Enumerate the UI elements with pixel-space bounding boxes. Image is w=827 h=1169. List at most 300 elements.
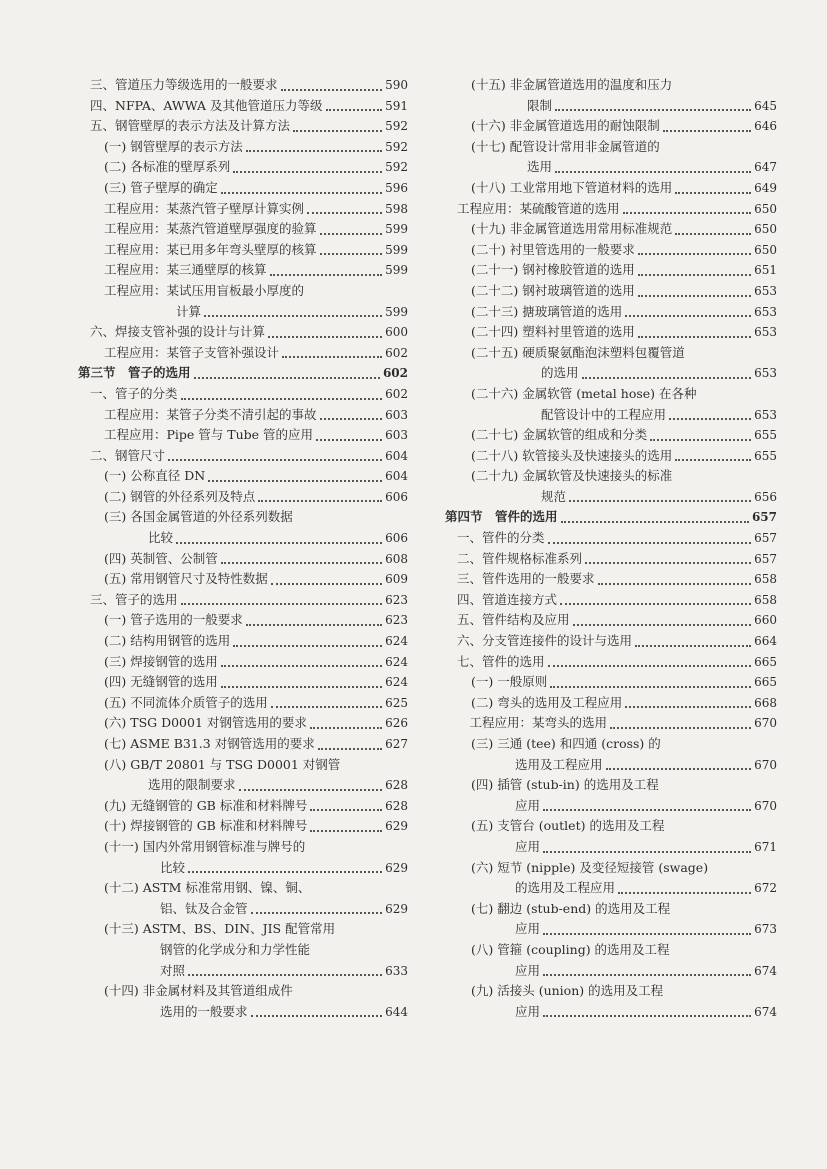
toc-entry-row bbox=[104, 713, 408, 734]
dot-leader bbox=[221, 562, 382, 564]
dot-leader bbox=[293, 130, 382, 132]
dot-leader bbox=[168, 459, 382, 461]
toc-page-number: 627 bbox=[385, 737, 408, 751]
toc-entry-title: (二十三) 搪玻璃管道的选用 bbox=[471, 303, 623, 319]
toc-entry[interactable] bbox=[445, 260, 777, 281]
toc-page-number: 602 bbox=[382, 366, 408, 381]
dot-leader bbox=[251, 1015, 383, 1017]
toc-entry-title-continuation: 选用 bbox=[527, 159, 553, 175]
dot-leader bbox=[669, 418, 751, 420]
toc-entry-row bbox=[104, 775, 408, 796]
toc-entry[interactable] bbox=[78, 281, 408, 322]
toc-page-number: 645 bbox=[754, 98, 777, 113]
toc-page-number: 655 bbox=[754, 428, 777, 443]
toc-entry[interactable] bbox=[445, 446, 777, 467]
toc-page-number: 625 bbox=[385, 695, 408, 710]
toc-entry-row bbox=[471, 796, 777, 817]
toc-entry[interactable] bbox=[78, 75, 408, 96]
toc-entry-title: 三、管道压力等级选用的一般要求 bbox=[90, 77, 278, 92]
toc-entry-row bbox=[471, 961, 777, 982]
toc-entry-title: (二十五) 硬质聚氨酯泡沫塑料包覆管道 bbox=[471, 344, 685, 360]
toc-entry-row bbox=[104, 796, 408, 817]
toc-entry-row bbox=[471, 425, 777, 446]
toc-entry-title-continuation: 应用 bbox=[515, 921, 541, 937]
toc-entry-title-continuation: 选用的一般要求 bbox=[160, 1003, 248, 1019]
dot-leader bbox=[271, 706, 382, 708]
toc-entry[interactable] bbox=[78, 837, 408, 878]
toc-entry-row bbox=[457, 610, 777, 631]
toc-entry-row bbox=[90, 322, 408, 343]
toc-entry-row bbox=[104, 219, 408, 240]
toc-page-number: 653 bbox=[754, 325, 777, 340]
toc-page-number: 629 bbox=[385, 901, 408, 916]
toc-entry[interactable] bbox=[445, 549, 777, 570]
toc-entry-row bbox=[104, 487, 408, 508]
toc-entry-title: (十五) 非金属管道选用的温度和压力 bbox=[471, 77, 673, 92]
toc-page-number: 623 bbox=[385, 613, 408, 628]
toc-page-number: 644 bbox=[385, 1004, 408, 1019]
toc-page-number: 672 bbox=[754, 881, 777, 896]
toc-page-number: 599 bbox=[385, 304, 408, 319]
toc-entry-title: 工程应用：某蒸汽管道壁厚强度的验算 bbox=[104, 221, 317, 237]
toc-entry[interactable] bbox=[78, 199, 408, 220]
toc-entry-row bbox=[471, 919, 777, 940]
toc-entry[interactable] bbox=[445, 528, 777, 549]
toc-entry[interactable] bbox=[445, 75, 777, 116]
toc-entry[interactable] bbox=[78, 878, 408, 919]
toc-entry[interactable] bbox=[445, 693, 777, 714]
toc-entry-row bbox=[471, 96, 777, 117]
toc-entry[interactable] bbox=[445, 858, 777, 899]
toc-entry[interactable] bbox=[445, 425, 777, 446]
toc-entry-row bbox=[471, 157, 777, 178]
toc-entry-row bbox=[90, 116, 408, 137]
toc-entry-title: (三) 各国金属管道的外径系列数据 bbox=[104, 509, 293, 525]
dot-leader bbox=[675, 233, 751, 235]
toc-entry-row bbox=[445, 507, 777, 528]
toc-entry-title: 工程应用：某硫酸管道的选用 bbox=[457, 200, 620, 216]
dot-leader bbox=[598, 583, 752, 585]
toc-entry-title: 五、钢管壁厚的表示方法及计算方法 bbox=[90, 118, 291, 134]
toc-entry-title-continuation: 比较 bbox=[148, 530, 174, 546]
toc-page-number: 664 bbox=[754, 634, 777, 649]
toc-entry[interactable] bbox=[445, 322, 777, 343]
toc-entry[interactable] bbox=[78, 610, 408, 631]
dot-leader bbox=[638, 253, 751, 255]
toc-entry[interactable] bbox=[78, 343, 408, 364]
toc-page-number: 592 bbox=[385, 160, 408, 175]
toc-entry-title: 一、管子的分类 bbox=[90, 385, 178, 401]
toc-page-number: 626 bbox=[385, 716, 408, 731]
dot-leader bbox=[318, 748, 382, 750]
toc-entry-row bbox=[471, 302, 777, 323]
toc-entry-title: 三、管件选用的一般要求 bbox=[457, 571, 595, 587]
toc-entry-title: 工程应用：某管子支管补强设计 bbox=[104, 344, 280, 360]
toc-entry-title: 一、管件的分类 bbox=[457, 530, 545, 546]
dot-leader bbox=[625, 315, 751, 317]
toc-entry[interactable] bbox=[78, 796, 408, 817]
toc-entry-row bbox=[471, 116, 777, 137]
toc-entry-title: (二十八) 软管接头及快速接头的选用 bbox=[471, 447, 673, 463]
dot-leader bbox=[208, 480, 382, 482]
toc-entry-row bbox=[457, 631, 777, 652]
toc-entry[interactable] bbox=[445, 384, 777, 425]
toc-entry-title: 四、NFPA、AWWA 及其他管道压力等级 bbox=[90, 97, 323, 113]
toc-entry-row bbox=[104, 610, 408, 631]
toc-entry-title-continuation: 比较 bbox=[160, 859, 186, 875]
toc-entry[interactable] bbox=[445, 178, 777, 199]
toc-entry[interactable] bbox=[78, 693, 408, 714]
toc-entry-row bbox=[471, 363, 777, 384]
toc-page-number: 653 bbox=[754, 283, 777, 298]
toc-entry-title: (九) 无缝钢管的 GB 标准和材料牌号 bbox=[104, 797, 308, 813]
dot-leader bbox=[625, 706, 751, 708]
toc-entry-title: (十九) 非金属管道选用常用标准规范 bbox=[471, 221, 673, 237]
toc-entry[interactable] bbox=[78, 425, 408, 446]
dot-leader bbox=[316, 439, 382, 441]
dot-leader bbox=[320, 418, 383, 420]
toc-page-number: 624 bbox=[385, 675, 408, 690]
toc-entry-row bbox=[457, 713, 777, 734]
toc-entry[interactable] bbox=[445, 652, 777, 673]
toc-entry-title-continuation: 选用的限制要求 bbox=[148, 777, 236, 793]
toc-entry-row bbox=[471, 260, 777, 281]
toc-entry[interactable] bbox=[78, 816, 408, 837]
dot-leader bbox=[176, 542, 382, 544]
dot-leader bbox=[663, 130, 751, 132]
dot-leader bbox=[569, 500, 751, 502]
toc-page-number: 624 bbox=[385, 654, 408, 669]
toc-entry-row bbox=[457, 528, 777, 549]
toc-entry-title: (三) 三通 (tee) 和四通 (cross) 的 bbox=[471, 736, 661, 751]
toc-entry-title: (十六) 非金属管道选用的耐蚀限制 bbox=[471, 118, 660, 134]
toc-entry-row bbox=[104, 899, 408, 920]
toc-entry-row bbox=[90, 384, 408, 405]
dot-leader bbox=[543, 933, 751, 935]
toc-entry-row bbox=[457, 652, 777, 673]
toc-entry[interactable] bbox=[445, 940, 777, 981]
toc-entry-title: (二) 弯头的选用及工程应用 bbox=[471, 694, 623, 710]
dot-leader bbox=[270, 274, 383, 276]
toc-entry[interactable] bbox=[445, 302, 777, 323]
toc-entry[interactable] bbox=[78, 981, 408, 1022]
toc-entry[interactable] bbox=[78, 713, 408, 734]
dot-leader bbox=[638, 274, 751, 276]
toc-entry[interactable] bbox=[78, 631, 408, 652]
toc-entry-title-continuation: 的选用 bbox=[541, 365, 579, 381]
toc-entry[interactable] bbox=[78, 137, 408, 158]
toc-page-number: 629 bbox=[385, 860, 408, 875]
toc-entry-title: 工程应用：某已用多年弯头壁厚的核算 bbox=[104, 241, 317, 257]
dot-leader bbox=[251, 912, 383, 914]
dot-leader bbox=[675, 192, 751, 194]
toc-entry-title-continuation: 的选用及工程应用 bbox=[515, 880, 616, 896]
toc-entry[interactable] bbox=[445, 281, 777, 302]
toc-entry[interactable] bbox=[78, 507, 408, 548]
toc-entry-row bbox=[471, 322, 777, 343]
toc-entry-title: 三、管子的选用 bbox=[90, 591, 178, 607]
toc-entry-row bbox=[104, 816, 408, 837]
toc-entry[interactable] bbox=[78, 919, 408, 981]
toc-entry-row bbox=[90, 96, 408, 117]
toc-entry-row bbox=[471, 487, 777, 508]
dot-leader bbox=[548, 542, 752, 544]
toc-section-heading[interactable] bbox=[445, 507, 777, 528]
toc-entry-row bbox=[471, 446, 777, 467]
toc-page-number: 670 bbox=[754, 798, 777, 813]
toc-entry-title: (二十四) 塑料衬里管道的选用 bbox=[471, 324, 635, 340]
toc-entry[interactable] bbox=[78, 219, 408, 240]
toc-entry[interactable] bbox=[445, 199, 777, 220]
dot-leader bbox=[204, 315, 382, 317]
toc-page-number: 665 bbox=[754, 675, 777, 690]
toc-entry-title: (三) 管子壁厚的确定 bbox=[104, 179, 218, 195]
toc-entry[interactable] bbox=[78, 96, 408, 117]
toc-entry-title: (十七) 配管设计常用非金属管道的 bbox=[471, 138, 660, 154]
toc-entry-title: (四) 无缝钢管的选用 bbox=[104, 674, 218, 690]
toc-page-number: 646 bbox=[754, 119, 777, 134]
toc-entry-row bbox=[90, 446, 408, 467]
toc-entry[interactable] bbox=[445, 899, 777, 940]
toc-entry[interactable] bbox=[445, 219, 777, 240]
toc-entry[interactable] bbox=[445, 137, 777, 178]
dot-leader bbox=[638, 295, 751, 297]
toc-page-number: 653 bbox=[754, 304, 777, 319]
toc-page-number: 604 bbox=[385, 448, 408, 463]
toc-entry-title: (三) 焊接钢管的选用 bbox=[104, 653, 218, 669]
toc-left-column bbox=[78, 75, 408, 1022]
toc-page-number: 658 bbox=[754, 592, 777, 607]
toc-entry[interactable] bbox=[445, 734, 777, 775]
toc-entry[interactable] bbox=[445, 631, 777, 652]
toc-right-column bbox=[445, 75, 777, 1022]
toc-page-number: 603 bbox=[385, 428, 408, 443]
toc-entry-title-continuation: 应用 bbox=[515, 838, 541, 854]
toc-entry[interactable] bbox=[445, 816, 777, 857]
toc-entry-title: (五) 常用钢管尺寸及特性数据 bbox=[104, 571, 268, 587]
toc-entry[interactable] bbox=[78, 405, 408, 426]
toc-entry[interactable] bbox=[445, 240, 777, 261]
toc-page-number: 660 bbox=[754, 613, 777, 628]
toc-entry-title: (二十一) 钢衬橡胶管道的选用 bbox=[471, 262, 635, 278]
toc-page-number: 591 bbox=[385, 98, 408, 113]
toc-page-number: 657 bbox=[754, 531, 777, 546]
toc-page-number: 629 bbox=[385, 819, 408, 834]
toc-entry-title: 工程应用：某管子分类不清引起的事故 bbox=[104, 406, 317, 422]
toc-entry[interactable] bbox=[445, 775, 777, 816]
toc-page-number: 603 bbox=[385, 407, 408, 422]
toc-entry[interactable] bbox=[78, 590, 408, 611]
toc-entry[interactable] bbox=[78, 322, 408, 343]
dot-leader bbox=[188, 974, 382, 976]
toc-page-number: 599 bbox=[385, 242, 408, 257]
toc-entry-row bbox=[104, 652, 408, 673]
toc-entry[interactable] bbox=[78, 569, 408, 590]
toc-entry-row bbox=[104, 528, 408, 549]
dot-leader bbox=[194, 377, 380, 379]
toc-entry[interactable] bbox=[445, 590, 777, 611]
dot-leader bbox=[543, 1015, 751, 1017]
toc-entry[interactable] bbox=[445, 981, 777, 1022]
dot-leader bbox=[221, 665, 382, 667]
toc-page-number: 674 bbox=[754, 963, 777, 978]
dot-leader bbox=[623, 212, 752, 214]
toc-entry[interactable] bbox=[445, 466, 777, 507]
dot-leader bbox=[610, 727, 751, 729]
toc-entry-title: 工程应用：某试压用盲板最小厚度的 bbox=[104, 282, 305, 298]
toc-entry-title: (一) 钢管壁厚的表示方法 bbox=[104, 138, 243, 154]
toc-entry-title: (十四) 非金属材料及其管道组成件 bbox=[104, 983, 293, 999]
toc-entry[interactable] bbox=[445, 713, 777, 734]
toc-entry-title: 二、管件规格标准系列 bbox=[457, 550, 583, 566]
dot-leader bbox=[310, 727, 382, 729]
toc-entry-title-continuation: 计算 bbox=[176, 303, 202, 319]
toc-entry-title: 四、管道连接方式 bbox=[457, 591, 558, 607]
toc-page-number: 592 bbox=[385, 139, 408, 154]
dot-leader bbox=[555, 109, 751, 111]
toc-entry[interactable] bbox=[78, 672, 408, 693]
toc-entry[interactable] bbox=[78, 260, 408, 281]
toc-entry-title: 五、管件结构及应用 bbox=[457, 612, 570, 628]
toc-entry-row bbox=[104, 858, 408, 879]
toc-entry-title: (九) 活接头 (union) 的选用及工程 bbox=[471, 983, 664, 999]
toc-entry-title: (五) 支管台 (outlet) 的选用及工程 bbox=[471, 818, 665, 834]
toc-page-number: 670 bbox=[754, 757, 777, 772]
toc-page-number: 590 bbox=[385, 78, 408, 92]
toc-entry-title: 工程应用：某弯头的选用 bbox=[457, 715, 608, 731]
dot-leader bbox=[246, 624, 382, 626]
dot-leader bbox=[618, 892, 751, 894]
toc-entry[interactable] bbox=[78, 466, 408, 487]
toc-entry-title: (二十六) 金属软管 (metal hose) 在各种 bbox=[471, 385, 697, 401]
toc-entry-row bbox=[457, 569, 777, 590]
toc-page-number: 606 bbox=[385, 489, 408, 504]
toc-entry[interactable] bbox=[78, 384, 408, 405]
toc-entry-title-continuation: 应用 bbox=[515, 797, 541, 813]
toc-entry[interactable] bbox=[78, 157, 408, 178]
dot-leader bbox=[221, 192, 382, 194]
toc-entry-row bbox=[457, 199, 777, 220]
toc-entry[interactable] bbox=[445, 569, 777, 590]
toc-entry-title-continuation: 对照 bbox=[160, 962, 186, 978]
toc-entry[interactable] bbox=[78, 116, 408, 137]
dot-leader bbox=[543, 809, 751, 811]
toc-page-number: 606 bbox=[385, 531, 408, 546]
toc-entry[interactable] bbox=[78, 652, 408, 673]
toc-entry-title: 第四节 管件的选用 bbox=[445, 509, 558, 525]
toc-page-number: 668 bbox=[754, 695, 777, 710]
toc-entry[interactable] bbox=[78, 240, 408, 261]
toc-entry[interactable] bbox=[445, 343, 777, 384]
toc-entry-title: 七、管件的选用 bbox=[457, 653, 545, 669]
toc-entry-row bbox=[471, 878, 777, 899]
dot-leader bbox=[271, 583, 382, 585]
toc-entry-title: (八) 管箍 (coupling) 的选用及工程 bbox=[471, 941, 670, 957]
toc-page-number: 665 bbox=[754, 654, 777, 669]
toc-page-number: 670 bbox=[754, 716, 777, 731]
toc-page-number: 628 bbox=[385, 798, 408, 813]
toc-page-number: 600 bbox=[385, 325, 408, 340]
toc-entry-row bbox=[457, 549, 777, 570]
toc-entry[interactable] bbox=[78, 734, 408, 755]
toc-entry-title: (二) 各标准的壁厚系列 bbox=[104, 159, 231, 175]
toc-page-number: 598 bbox=[385, 201, 408, 216]
toc-entry-title-continuation: 应用 bbox=[515, 962, 541, 978]
toc-entry-title: 工程应用：某三通壁厚的核算 bbox=[104, 262, 267, 278]
toc-entry-row bbox=[471, 240, 777, 261]
dot-leader bbox=[221, 686, 382, 688]
toc-entry-title: (一) 公称直径 DN bbox=[104, 468, 206, 484]
toc-page-number: 623 bbox=[385, 592, 408, 607]
toc-page-number: 602 bbox=[385, 386, 408, 401]
toc-entry-row bbox=[104, 199, 408, 220]
toc-page-number: 624 bbox=[385, 634, 408, 649]
dot-leader bbox=[561, 521, 749, 523]
toc-entry[interactable] bbox=[445, 610, 777, 631]
dot-leader bbox=[555, 171, 751, 173]
toc-entry-title-continuation: 选用及工程应用 bbox=[515, 756, 603, 772]
toc-entry[interactable] bbox=[78, 446, 408, 467]
toc-entry-title: (二十二) 钢衬玻璃管道的选用 bbox=[471, 282, 635, 298]
dot-leader bbox=[246, 150, 382, 152]
dot-leader bbox=[307, 212, 382, 214]
dot-leader bbox=[310, 830, 382, 832]
toc-entry-row bbox=[104, 1002, 408, 1023]
toc-entry-title: (十) 焊接钢管的 GB 标准和材料牌号 bbox=[104, 818, 308, 834]
toc-entry-row bbox=[104, 260, 408, 281]
toc-section-heading[interactable] bbox=[78, 363, 408, 384]
toc-entry[interactable] bbox=[445, 672, 777, 693]
toc-entry-row bbox=[104, 631, 408, 652]
toc-entry-title: (七) ASME B31.3 对钢管选用的要求 bbox=[104, 736, 315, 751]
toc-entry-title: (十三) ASTM、BS、DIN、JIS 配管常用 bbox=[104, 921, 336, 937]
toc-entry-title: (六) TSG D0001 对钢管选用的要求 bbox=[104, 715, 307, 731]
toc-entry-row bbox=[104, 157, 408, 178]
dot-leader bbox=[258, 500, 382, 502]
toc-entry-title: (一) 管子选用的一般要求 bbox=[104, 612, 243, 628]
toc-entry[interactable] bbox=[78, 549, 408, 570]
toc-entry-title-continuation: 规范 bbox=[541, 488, 567, 504]
toc-entry[interactable] bbox=[78, 178, 408, 199]
toc-entry-title: (二十九) 金属软管及快速接头的标准 bbox=[471, 468, 673, 484]
toc-entry-row bbox=[471, 672, 777, 693]
toc-page-number: 650 bbox=[754, 201, 777, 216]
toc-page-number: 592 bbox=[385, 119, 408, 134]
toc-page-number: 657 bbox=[751, 510, 777, 525]
toc-page-number: 628 bbox=[385, 778, 408, 793]
dot-leader bbox=[181, 603, 383, 605]
toc-entry-title: (十八) 工业常用地下管道材料的选用 bbox=[471, 179, 673, 195]
toc-entry[interactable] bbox=[78, 755, 408, 796]
toc-entry-title: 工程应用：某蒸汽管子壁厚计算实例 bbox=[104, 200, 305, 216]
dot-leader bbox=[638, 336, 751, 338]
toc-entry[interactable] bbox=[445, 116, 777, 137]
toc-page-number: 671 bbox=[754, 839, 777, 854]
toc-entry-title: (二十七) 金属软管的组成和分类 bbox=[471, 427, 648, 443]
toc-entry-row bbox=[471, 405, 777, 426]
toc-entry-row bbox=[90, 75, 408, 96]
toc-entry-row bbox=[471, 178, 777, 199]
toc-entry-title: (二) 钢管的外径系列及特点 bbox=[104, 488, 256, 504]
toc-entry-row bbox=[471, 1002, 777, 1023]
toc-page-number: 609 bbox=[385, 572, 408, 587]
toc-page-number: 649 bbox=[754, 180, 777, 195]
dot-leader bbox=[548, 665, 752, 667]
toc-entry[interactable] bbox=[78, 487, 408, 508]
toc-page-number: 608 bbox=[385, 551, 408, 566]
toc-entry-title: (八) GB/T 20801 与 TSG D0001 对钢管 bbox=[104, 756, 341, 772]
dot-leader bbox=[543, 851, 751, 853]
